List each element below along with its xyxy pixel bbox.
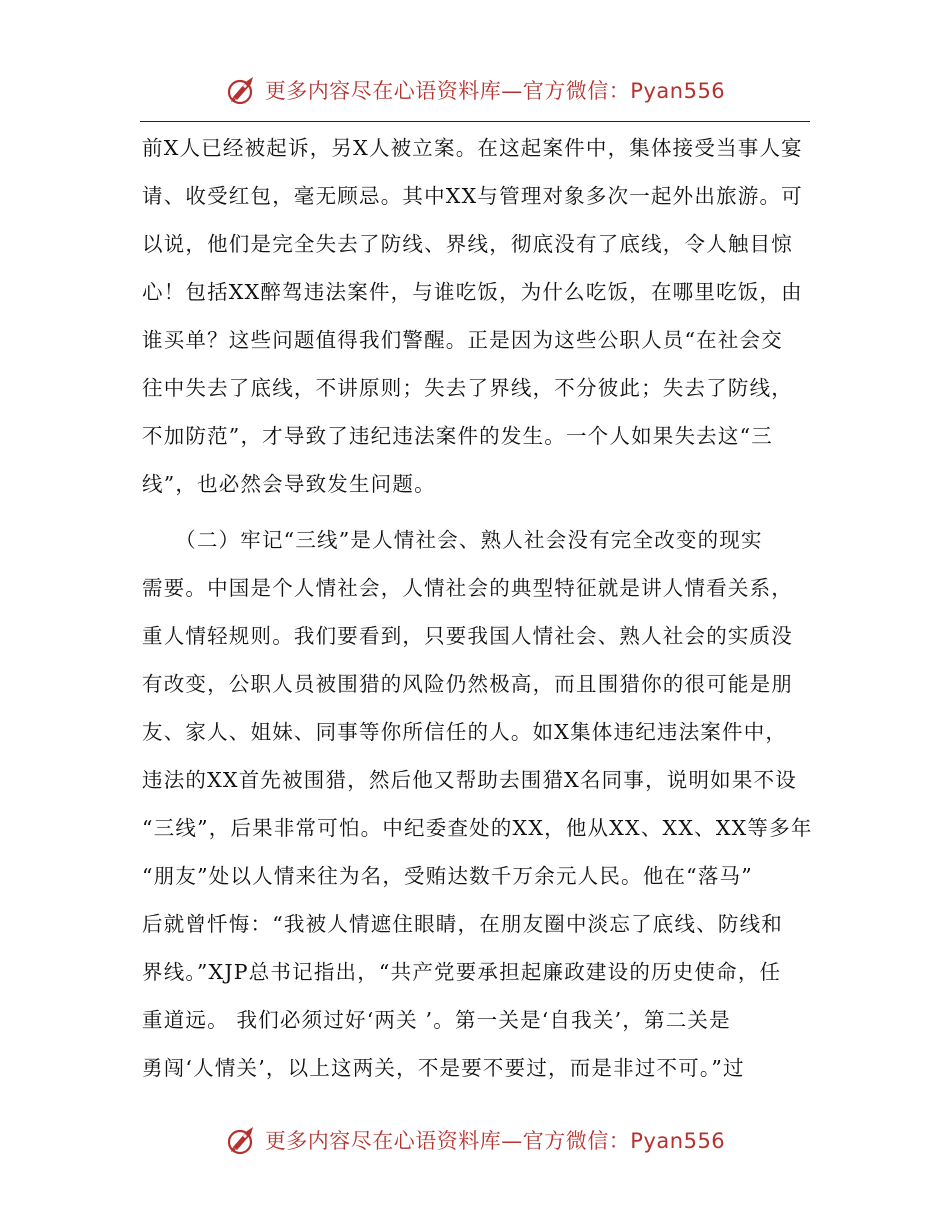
text-line: 谁买单？这些问题值得我们警醒。正是因为这些公职人员“在社会交: [142, 328, 783, 352]
text-line: 往中失去了底线，不讲原则；失去了界线，不分彼此；失去了防线，: [142, 376, 793, 400]
text-line: 以说，他们是完全失去了防线、界线，彻底没有了底线，令人触目惊: [142, 232, 793, 256]
footer-banner: [0, 1120, 950, 1160]
text-line: 后就曾忏悔：“我被人情遮住眼睛，在朋友圈中淡忘了底线、防线和: [142, 912, 783, 936]
footer-banner-inner: [225, 1123, 725, 1157]
header-divider: [140, 121, 810, 122]
pen-nib-logo-icon: [225, 1123, 259, 1157]
text-line: “三线”，后果非常可怕。中纪委查处的XX，他从XX、XX、XX等多年: [142, 816, 813, 840]
text-line: 界线。”XJP总书记指出，“共产党要承担起廉政建设的历史使命，任: [142, 960, 782, 984]
text-line: 不加防范”，才导致了违纪违法案件的发生。一个人如果失去这“三: [142, 424, 773, 448]
text-line: 有改变，公职人员被围猎的风险仍然极高，而且围猎你的很可能是朋: [142, 672, 793, 696]
text-line: 请、收受红包，毫无顾忌。其中XX与管理对象多次一起外出旅游。可: [142, 184, 803, 208]
text-line: 友、家人、姐妹、同事等你所信任的人。如X集体违纪违法案件中，: [142, 720, 788, 744]
text-line: 勇闯‘人情关’，以上这两关，不是要不要过，而是非过不可。”过: [142, 1056, 745, 1080]
header-banner-inner: [225, 73, 725, 107]
footer-banner-text: 更多内容尽在心语资料库—官方微信：Pyan556: [264, 1129, 726, 1153]
paragraph-gap: [142, 508, 810, 516]
document-body: [142, 124, 813, 1092]
text-line: 需要。中国是个人情社会，人情社会的典型特征就是讲人情看关系，: [142, 576, 793, 600]
text-line: 心！包括XX醉驾违法案件，与谁吃饭，为什么吃饭，在哪里吃饭，由: [142, 280, 803, 304]
text-line: 违法的XX首先被围猎，然后他又帮助去围猎X名同事，说明如果不设: [142, 768, 797, 792]
pen-nib-logo-icon: [225, 73, 259, 107]
text-line: 重人情轻规则。我们要看到，只要我国人情社会、熟人社会的实质没: [142, 624, 793, 648]
text-line: （二）牢记“三线”是人情社会、熟人社会没有完全改变的现实: [142, 528, 763, 552]
header-banner-text: 更多内容尽在心语资料库—官方微信：Pyan556: [264, 79, 726, 103]
text-line: “朋友”处以人情来往为名，受贿达数千万余元人民。他在“落马”: [142, 864, 753, 888]
text-line: 重道远。 我们必须过好‘两关 ’。第一关是‘自我关’，第二关是: [142, 1008, 731, 1032]
header-banner: [0, 70, 950, 110]
paragraph-1: [142, 124, 810, 508]
text-line: 线”，也必然会导致发生问题。: [142, 472, 436, 496]
text-line: 前X人已经被起诉，另X人被立案。在这起案件中，集体接受当事人宴: [142, 136, 803, 160]
paragraph-2: [142, 516, 813, 1092]
